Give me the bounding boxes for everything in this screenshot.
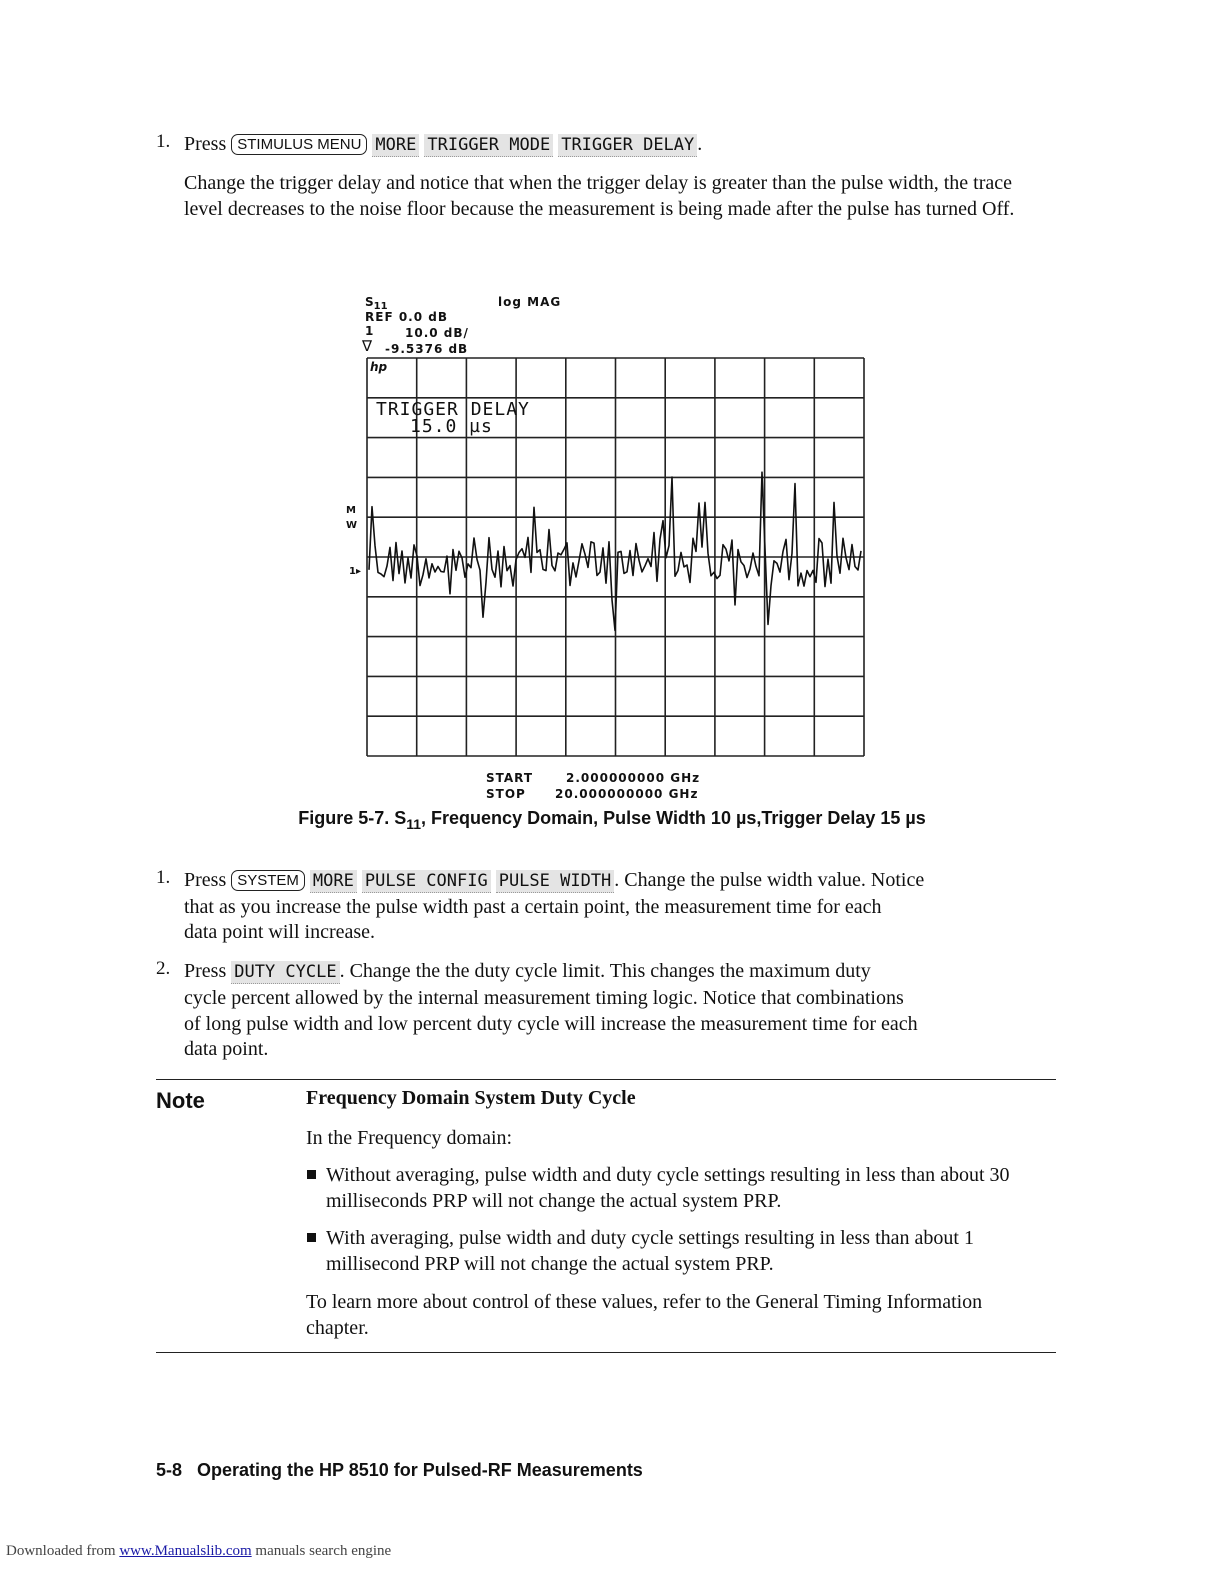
duty-cycle-line3: of long pulse width and low percent duty cycle will increase the measurement time for each bbox=[184, 1013, 918, 1035]
format-label: log MAG bbox=[498, 295, 562, 309]
caption-subscript: 11 bbox=[406, 816, 422, 832]
download-notice bbox=[6, 1543, 391, 1560]
step-period: . bbox=[697, 133, 703, 155]
start-label: START bbox=[486, 771, 534, 785]
download-suffix: manuals search engine bbox=[255, 1543, 392, 1559]
duty-cycle-line1 bbox=[184, 958, 871, 984]
figure-caption bbox=[0, 808, 1224, 832]
marker-value: -9.5376 dB bbox=[385, 342, 469, 356]
more-softkey[interactable]: MORE bbox=[372, 134, 419, 157]
manualslib-link[interactable]: www.Manualslib.com bbox=[119, 1543, 252, 1559]
scale-label: 10.0 dB/ bbox=[405, 326, 469, 340]
bullet-icon bbox=[306, 1169, 318, 1181]
param-label: $S_{11}$ bbox=[365, 295, 388, 312]
note-closing: To learn more about control of these values, refer to the General Timing Information chapter. bbox=[306, 1291, 983, 1339]
marker-symbol: ∇ bbox=[362, 337, 373, 355]
bullet-icon bbox=[306, 1232, 318, 1244]
note-label: Note bbox=[156, 1088, 205, 1113]
side-m-label: M bbox=[346, 505, 356, 516]
step-number: 1. bbox=[156, 867, 171, 888]
side-w-label: W bbox=[346, 520, 358, 531]
pulse-config-softkey[interactable]: PULSE CONFIG bbox=[362, 870, 491, 893]
stop-frequency: 20.000000000 GHz bbox=[555, 787, 699, 801]
press-word: Press bbox=[184, 960, 227, 982]
more-softkey[interactable]: MORE bbox=[310, 870, 357, 893]
overlay-trigger-delay: TRIGGER DELAY bbox=[376, 399, 530, 420]
trigger-delay-softkey[interactable]: TRIGGER DELAY bbox=[558, 134, 697, 157]
duty-cycle-tail: . Change the the duty cycle limit. This changes the maximum duty bbox=[339, 960, 871, 982]
note-title: Frequency Domain System Duty Cycle bbox=[306, 1087, 636, 1109]
trigger-delay-paragraph: Change the trigger delay and notice that when the trigger delay is greater than the pulse width, the trace level decreases to the noise floor because the measurement is being made after the pulse has turned Off. bbox=[184, 172, 1015, 220]
reference-marker: 1▸ bbox=[349, 566, 361, 577]
start-frequency: 2.000000000 GHz bbox=[566, 771, 701, 785]
pulse-width-tail: . Change the pulse width value. Notice bbox=[614, 869, 925, 891]
caption-rest: , Frequency Domain, Pulse Width 10 µs,Trigger Delay 15 µs bbox=[421, 808, 926, 828]
note-bullet-1: Without averaging, pulse width and duty cycle settings resulting in less than about 30 milliseconds PRP will not change the actual system PRP. bbox=[326, 1164, 1010, 1212]
download-prefix: Downloaded from bbox=[6, 1543, 116, 1559]
duty-cycle-line2: cycle percent allowed by the internal measurement timing logic. Notice that combinations bbox=[184, 987, 904, 1009]
press-word: Press bbox=[184, 133, 227, 155]
channel-label: 1 bbox=[365, 324, 374, 338]
note-bottom-rule bbox=[156, 1352, 1056, 1353]
system-key[interactable]: SYSTEM bbox=[231, 870, 305, 891]
hp-logo: hp bbox=[370, 360, 388, 374]
step-number: 1. bbox=[156, 131, 171, 152]
note-bullet-2: With averaging, pulse width and duty cycle settings resulting in less than about 1 millisecond PRP will not change the actual system PRP. bbox=[326, 1227, 974, 1275]
duty-cycle-softkey[interactable]: DUTY CYCLE bbox=[231, 961, 339, 984]
stimulus-menu-key[interactable]: STIMULUS MENU bbox=[231, 134, 367, 155]
pulse-width-line1 bbox=[184, 867, 924, 893]
pulse-width-softkey[interactable]: PULSE WIDTH bbox=[496, 870, 615, 893]
chapter-title: Operating the HP 8510 for Pulsed-RF Measurements bbox=[197, 1460, 643, 1480]
note-intro: In the Frequency domain: bbox=[306, 1127, 513, 1149]
page-footer bbox=[156, 1460, 643, 1481]
trigger-mode-softkey[interactable]: TRIGGER MODE bbox=[424, 134, 553, 157]
pulse-width-line3: data point will increase. bbox=[184, 921, 376, 943]
ref-label: REF 0.0 dB bbox=[365, 310, 448, 324]
measurement-trace bbox=[369, 472, 861, 630]
step-press-line bbox=[184, 131, 702, 157]
page-number: 5-8 bbox=[156, 1460, 183, 1480]
stop-label: STOP bbox=[486, 787, 526, 801]
caption-prefix: Figure 5-7. S bbox=[298, 808, 407, 828]
pulse-width-line2: that as you increase the pulse width past a certain point, the measurement time for each bbox=[184, 896, 882, 918]
note-top-rule bbox=[156, 1079, 1056, 1080]
step-number: 2. bbox=[156, 958, 171, 979]
overlay-delay-value: 15.0 µs bbox=[410, 416, 493, 437]
duty-cycle-line4: data point. bbox=[184, 1038, 269, 1060]
press-word: Press bbox=[184, 869, 227, 891]
